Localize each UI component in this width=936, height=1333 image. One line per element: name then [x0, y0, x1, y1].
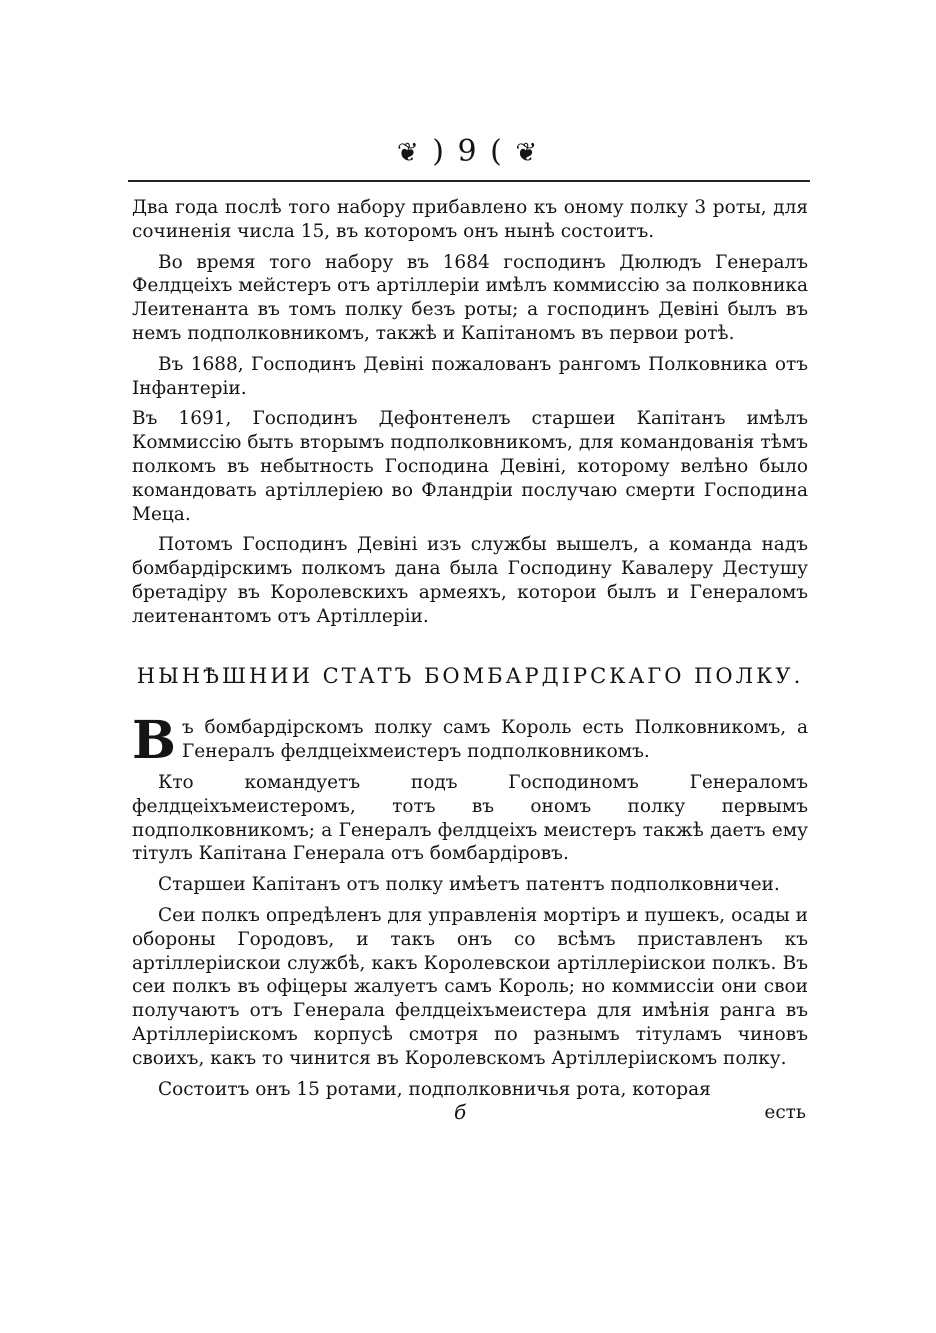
page-number: ) 9 (: [432, 134, 504, 169]
page-footer: [132, 1101, 808, 1127]
body-text: [132, 196, 808, 1127]
dropcap-paragraph-text: ъ бомбардірскомъ полку самъ Король есть Полковникомъ, а Генералъ фелдцеіхмеистеръ подполковникомъ.: [181, 717, 808, 763]
paragraph: Потомъ Господинъ Девіні изъ службы вышелъ, а команда надъ бомбардірскимъ полкомъ дана была Господину Кавалеру Дестушу бретадіру въ Королевскихъ армеяхъ, которои былъ и Генераломъ леитенантомъ отъ Артіллеріи.: [132, 534, 808, 627]
header-rule: [128, 180, 810, 182]
paragraph: Сеи полкъ опредѣленъ для управленія мортіръ и пушекъ, осады и обороны Городовъ, и такъ онъ со всѣмъ приставленъ къ артіллеріискои службѣ, какъ Королевскои артіллеріискои полкъ. Въ сеи полкъ въ офіцеры жалуетъ самъ Король; но коммиссіи они свои получаютъ отъ Генерала фелдцеіхъмеистера для имѣнія ранга въ Артіллеріискомъ корпусѣ смотря по разнымъ тітуламъ чиновъ своихъ, какъ то чинится въ Королевскомъ Артіллеріискомъ полку.: [132, 904, 808, 1069]
signature-mark: б: [454, 1100, 467, 1125]
paragraph: Кто командуетъ подъ Господиномъ Генераломъ фелдцеіхъмеистеромъ, тотъ въ ономъ полку первымъ подполковникомъ; а Генералъ фелдцеіхъ меистеръ такжѣ даетъ ему тітулъ Капітана Генерала отъ бомбардіровъ.: [132, 771, 808, 865]
dropcap-paragraph: [132, 710, 808, 772]
paragraph: Во время того набору въ 1684 господинъ Дюлюдъ Генералъ Фелдцеіхъ мейстеръ отъ артіллеріи имѣлъ коммиссію за полковника Леитенанта въ томъ полку безъ роты; а господинъ Девіні былъ въ немъ подполковникомъ, такжѣ и Капітаномъ въ первои ротѣ.: [132, 251, 808, 344]
paragraph: Старшеи Капітанъ отъ полку имѣетъ патентъ подполковничеи.: [158, 874, 780, 896]
left-ornament-icon: ❦: [396, 138, 421, 168]
right-ornament-icon: ❦: [515, 138, 540, 168]
paragraph: Въ 1688, Господинъ Девіні пожалованъ рангомъ Полковника отъ Інфантеріи.: [132, 353, 808, 399]
drop-cap: В: [132, 710, 176, 772]
section-heading: НЫНѢШНИИ СТАТЪ БОМБАРДІРСКАГО ПОЛКУ.: [136, 663, 804, 688]
paragraph: Въ 1691, Господинъ Дефонтенелъ старшеи Капітанъ имѣлъ Коммиссію быть вторымъ подполковникомъ, для командованія тѣмъ полкомъ въ небытность Господина Девіні, которому велѣно было командовать артіллеріею во Фландріи послучаю смерти Господина Меца.: [132, 408, 808, 525]
paragraph: Состоитъ онъ 15 ротами, подполковничья рота, которая: [158, 1078, 711, 1100]
paragraph: Два года послѣ того набору прибавлено къ оному полку 3 роты, для сочиненія числа 15, въ которомъ онъ нынѣ состоитъ.: [132, 197, 808, 242]
page-header: [0, 132, 936, 173]
catchword: есть: [764, 1102, 806, 1124]
